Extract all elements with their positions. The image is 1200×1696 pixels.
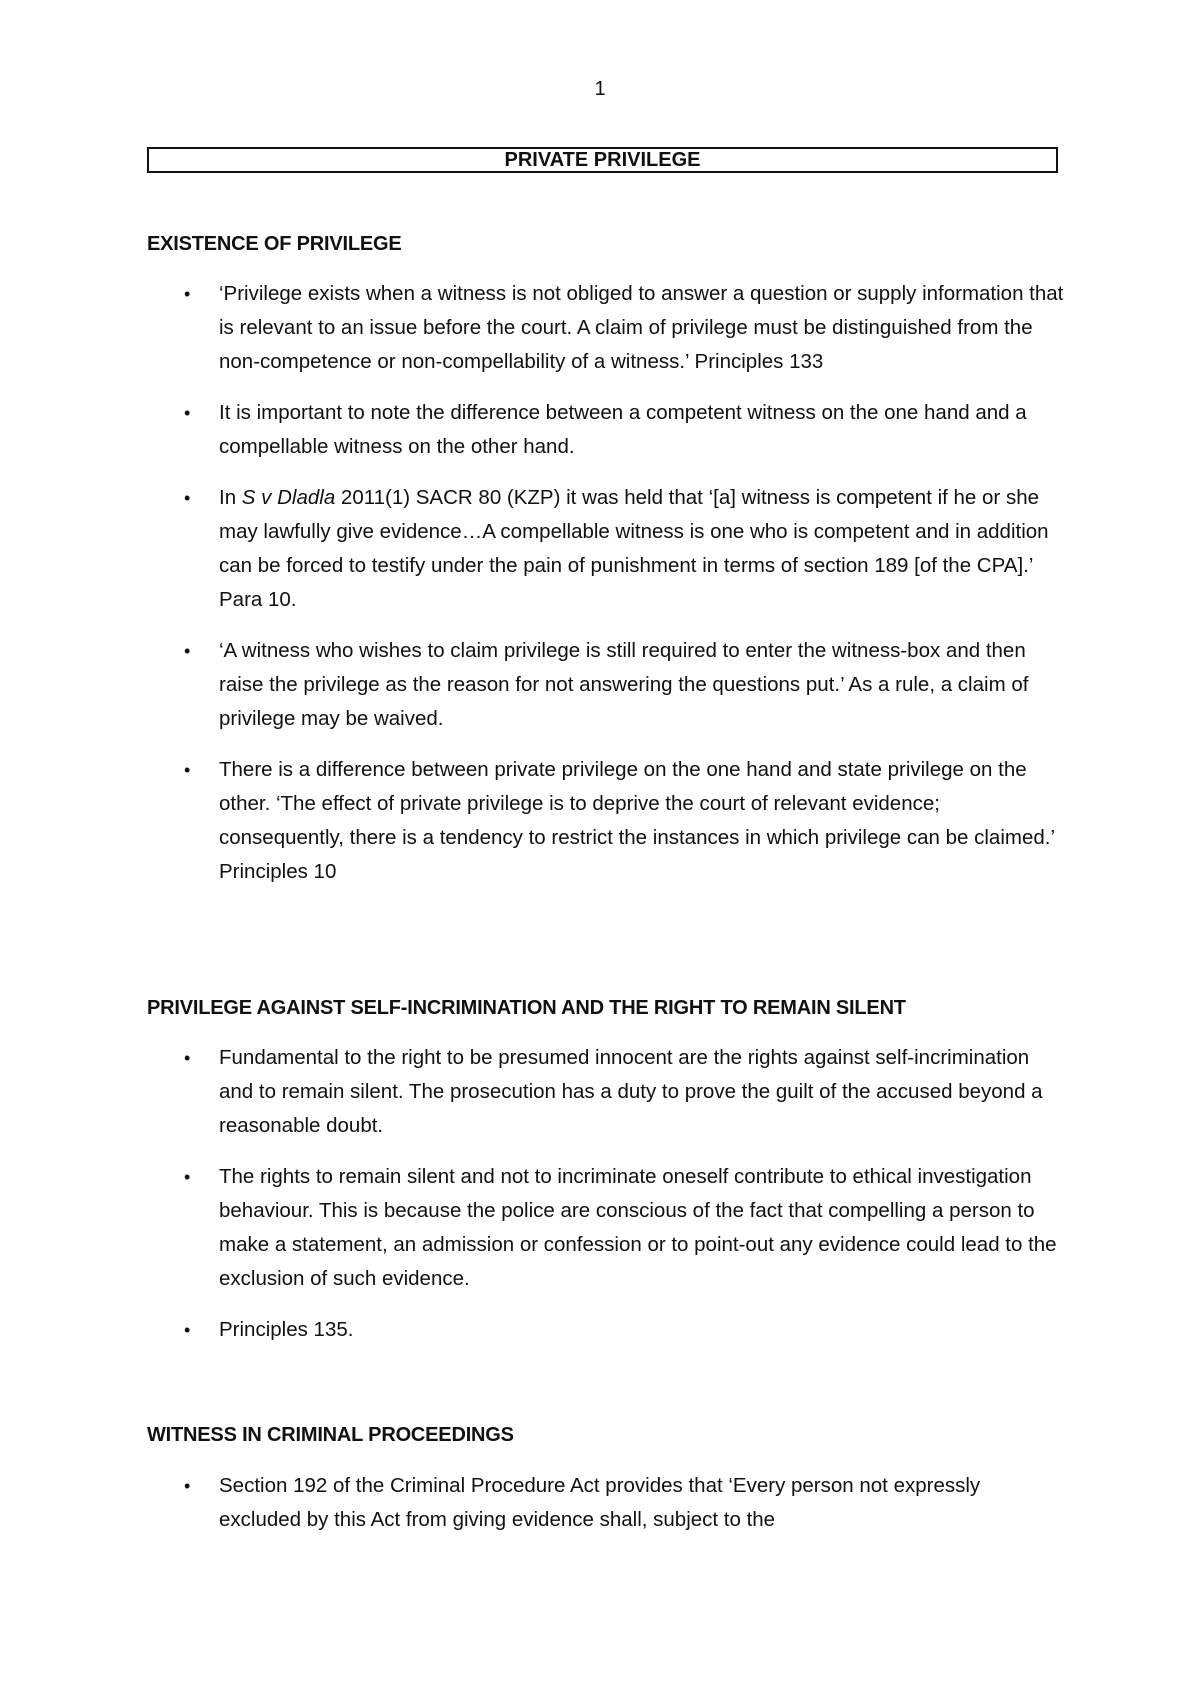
list-item (147, 277, 1067, 379)
section-heading-existence-of-privilege: EXISTENCE OF PRIVILEGE (147, 233, 402, 255)
list-item (147, 753, 1067, 889)
bullet-icon: • (184, 1320, 191, 1340)
bullet-icon: • (184, 284, 191, 304)
document-title: PRIVATE PRIVILEGE (147, 147, 1058, 173)
bullet-icon: • (184, 641, 191, 661)
bullet-list-self-incrimination (147, 1041, 1067, 1364)
bullet-icon: • (184, 1476, 191, 1496)
list-item (147, 396, 1067, 464)
bullet-text-suffix: 2011(1) SACR 80 (KZP) it was held that ‘[a] witness is competent if he or she may lawfully give evidence…A compellable witness is one who is competent and in addition can be forced to testify under the pain of punishment in terms of section 189 [of the CPA].’ Para 10. (219, 486, 1049, 611)
bullet-icon: • (184, 1167, 191, 1187)
bullet-text: Section 192 of the Criminal Procedure Act provides that ‘Every person not expressly excluded by this Act from giving evidence shall, subject to the (219, 1474, 981, 1531)
list-item (147, 1160, 1067, 1296)
bullet-icon: • (184, 403, 191, 423)
bullet-icon: • (184, 760, 191, 780)
page-number: 1 (594, 78, 606, 100)
bullet-list-witness-criminal-proceedings (147, 1469, 1067, 1554)
list-item (147, 1469, 1067, 1537)
bullet-text: The rights to remain silent and not to incriminate oneself contribute to ethical investigation behaviour. This is because the police are conscious of the fact that compelling a person to make a statement, an admission or confession or to point-out any evidence could lead to the exclusion of such evidence. (219, 1165, 1057, 1290)
bullet-text-prefix: In (219, 486, 242, 509)
bullet-text: It is important to note the difference between a competent witness on the one hand and a compellable witness on the other hand. (219, 401, 1027, 458)
bullet-text (219, 486, 1049, 611)
bullet-icon: • (184, 1048, 191, 1068)
section-heading-witness-criminal-proceedings: WITNESS IN CRIMINAL PROCEEDINGS (147, 1424, 514, 1446)
bullet-text: ‘A witness who wishes to claim privilege is still required to enter the witness-box and then raise the privilege as the reason for not answering the questions put.’ As a rule, a claim of privilege may be waived. (219, 639, 1029, 730)
section-heading-self-incrimination: PRIVILEGE AGAINST SELF-INCRIMINATION AND THE RIGHT TO REMAIN SILENT (147, 997, 906, 1019)
bullet-icon: • (184, 488, 191, 508)
list-item (147, 634, 1067, 736)
list-item (147, 481, 1067, 617)
list-item (147, 1313, 1067, 1347)
bullet-list-existence-of-privilege (147, 277, 1067, 906)
list-item (147, 1041, 1067, 1143)
bullet-text: Principles 135. (219, 1318, 354, 1341)
bullet-text: Fundamental to the right to be presumed innocent are the rights against self-incrimination and to remain silent. The prosecution has a duty to prove the guilt of the accused beyond a reasonable doubt. (219, 1046, 1043, 1137)
case-name: S v Dladla (241, 486, 336, 509)
bullet-text: There is a difference between private privilege on the one hand and state privilege on the other. ‘The effect of private privilege is to deprive the court of relevant evidence; consequently, there is a tendency to restrict the instances in which privilege can be claimed.’ Principles 10 (219, 758, 1055, 883)
bullet-text: ‘Privilege exists when a witness is not obliged to answer a question or supply information that is relevant to an issue before the court. A claim of privilege must be distinguished from the non-competence or non-compellability of a witness.’ Principles 133 (219, 282, 1064, 373)
